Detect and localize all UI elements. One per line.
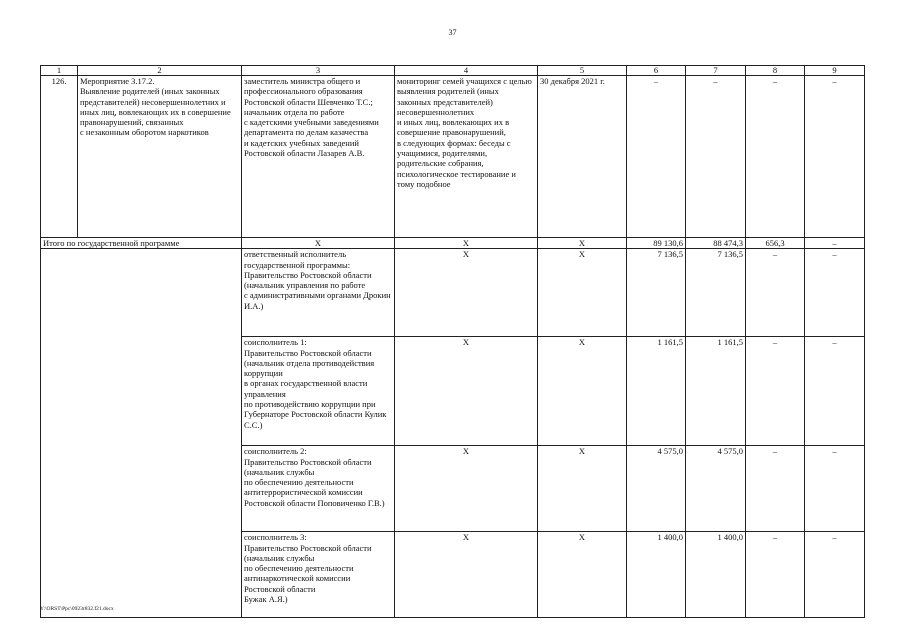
sub-col7: 1 161,5 [686,337,746,446]
total-col4: Х [395,238,538,249]
executor-name: соисполнитель 1: Правительство Ростовской области (начальник отдела противодействия коррупции в органах государственной власти управления по противодействию коррупции при Губернаторе Ростовской области Кулик С.С.) [242,337,395,446]
column-number-row [41,66,865,76]
sub-col4: Х [395,249,538,337]
total-col7: 88 474,3 [686,238,746,249]
sub-col5: Х [538,337,627,446]
responsible-executor: заместитель министра общего и профессионального образования Ростовской области Шевченко Т.С.; начальник отдела по работе с кадетскими учебными заведениями департамента по делам казачества и кадетских учебных заведений Ростовской области Лазарев А.В. [242,76,395,238]
col-header-6: 6 [627,66,686,76]
col-header-8: 8 [746,66,805,76]
cell-col7: – [686,76,746,238]
total-col5: Х [538,238,627,249]
sub-col4: Х [395,337,538,446]
sub-col8: – [746,532,805,618]
sub-col7: 1 400,0 [686,532,746,618]
col-header-5: 5 [538,66,627,76]
col-header-3: 3 [242,66,395,76]
total-col9: – [805,238,865,249]
cell-col6: – [627,76,686,238]
col-header-9: 9 [805,66,865,76]
cell-col9: – [805,76,865,238]
sub-col9: – [805,337,865,446]
total-label: Итого по государственной программе [41,238,242,249]
sub-col6: 1 161,5 [627,337,686,446]
sub-col7: 7 136,5 [686,249,746,337]
sub-col4: Х [395,532,538,618]
sub-col4: Х [395,446,538,532]
table-row-126 [41,76,865,238]
cell-col8: – [746,76,805,238]
sub-col7: 4 575,0 [686,446,746,532]
sub-col6: 1 400,0 [627,532,686,618]
executor-name: ответственный исполнитель государственной программы: Правительство Ростовской области (начальник управления по работе с административными органами Дрокин И.А.) [242,249,395,337]
total-col8: 656,3 [746,238,805,249]
sub-col5: Х [538,446,627,532]
col-header-2: 2 [78,66,242,76]
col-header-7: 7 [686,66,746,76]
executor-name: соисполнитель 3: Правительство Ростовской области (начальник службы по обеспечению деятельности антинаркотической комиссии Ростовской области Бужак А.Я.) [242,532,395,618]
page-number: 37 [448,28,457,37]
sub-col8: – [746,249,805,337]
col-header-1: 1 [41,66,78,76]
blank-merged-cell [41,249,242,618]
row-number: 126. [41,76,78,238]
event-description: Мероприятие 3.17.2. Выявление родителей (иных законных представителей) несовершеннолетних и иных лиц, вовлекающих их в совершение правонарушений, связанных с незаконным оборотом наркотиков [78,76,242,238]
sub-col5: Х [538,249,627,337]
executor-name: соисполнитель 2: Правительство Ростовской области (начальник службы по обеспечению деятельности антитеррористической комиссии Ростовской области Поповиченко Г.В.) [242,446,395,532]
sub-col9: – [805,532,865,618]
total-col6: 89 130,6 [627,238,686,249]
program-table [40,65,865,618]
total-col3: Х [242,238,395,249]
col-header-4: 4 [395,66,538,76]
total-row [41,238,865,249]
sub-col5: Х [538,532,627,618]
sub-col6: 4 575,0 [627,446,686,532]
sub-col6: 7 136,5 [627,249,686,337]
sub-col8: – [746,446,805,532]
table-row [41,249,865,337]
sub-col9: – [805,446,865,532]
file-path-footer: Y:\ORST\Ppc\0923r832.f21.docx [40,606,114,612]
expected-result: мониторинг семей учащихся с целью выявления родителей (иных законных представителей) несовершеннолетних и иных лиц, вовлекающих их в совершение правонарушений, в следующих формах: беседы с учащимися, родителями, родительские собрания, психологическое тестирование и тому подобное [395,76,538,238]
sub-col8: – [746,337,805,446]
sub-col9: – [805,249,865,337]
deadline-date: 30 декабря 2021 г. [538,76,627,238]
